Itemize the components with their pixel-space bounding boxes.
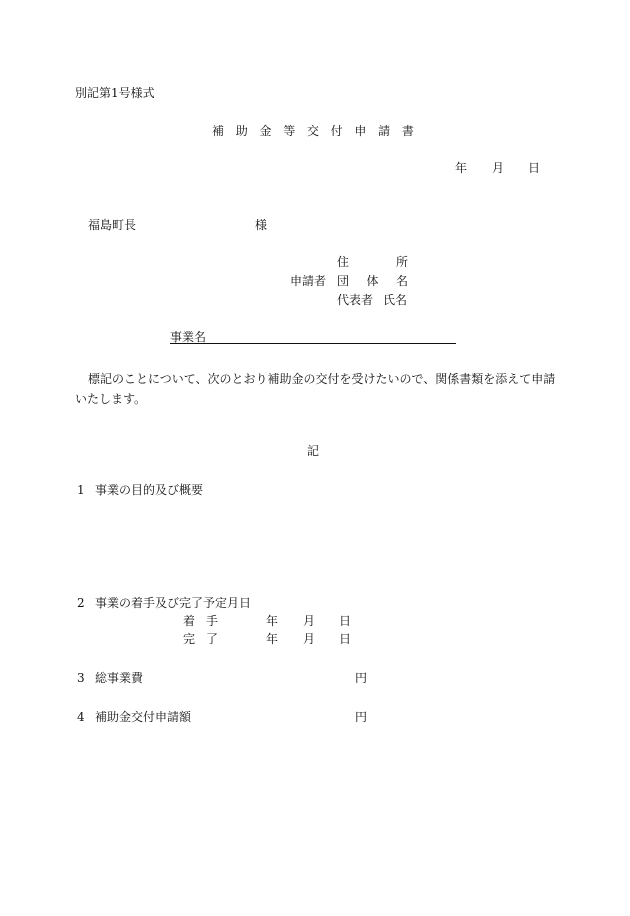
group-char: 団 (337, 274, 350, 288)
applicant-address-label (337, 255, 408, 269)
request-paragraph: 標記のことについて、次のとおり補助金の交付を受けたいので、関係書類を添えて申請いたします。 (75, 372, 556, 406)
item4-number: 4 (77, 710, 85, 724)
date-year: 年 (455, 161, 468, 175)
start-year: 年 (266, 614, 279, 628)
date-day: 日 (528, 161, 541, 175)
title-char: 等 (283, 124, 296, 138)
title-char: 金 (259, 124, 272, 138)
title-char: 助 (235, 124, 248, 138)
group-char: 体 (366, 274, 379, 288)
title-char: 書 (401, 124, 414, 138)
applicant-group-label (337, 274, 408, 288)
document-title (212, 124, 414, 138)
finish-char: 了 (205, 632, 218, 646)
addressee-honorific: 様 (255, 218, 268, 232)
item3-label: 総事業費 (95, 671, 144, 685)
item4-unit: 円 (355, 710, 368, 724)
title-char: 申 (354, 124, 367, 138)
representative-name-label: 氏名 (383, 293, 408, 307)
title-char: 付 (330, 124, 343, 138)
item2-number: 2 (77, 596, 85, 610)
addressee-name: 福島町長 (88, 218, 137, 232)
finish-year: 年 (266, 632, 279, 646)
start-char: 手 (205, 614, 218, 628)
finish-day: 日 (339, 632, 352, 646)
item4-label: 補助金交付申請額 (95, 710, 192, 724)
representative-label: 代表者 (337, 293, 374, 307)
finish-label (183, 632, 218, 646)
item1-label: 事業の目的及び概要 (95, 483, 204, 497)
project-name-label: 事業名 (170, 330, 207, 344)
start-label (183, 614, 218, 628)
finish-char: 完 (183, 632, 196, 646)
title-char: 交 (306, 124, 319, 138)
finish-month: 月 (303, 632, 316, 646)
item3-number: 3 (77, 671, 85, 685)
item2-label: 事業の着手及び完了予定月日 (95, 596, 252, 610)
address-char: 所 (395, 255, 408, 269)
title-char: 補 (212, 124, 225, 138)
applicant-label: 申請者 (290, 274, 327, 288)
item3-unit: 円 (355, 671, 368, 685)
project-name-field[interactable] (170, 329, 456, 344)
title-char: 請 (378, 124, 391, 138)
form-number: 別記第1号様式 (75, 86, 155, 100)
date-month: 月 (492, 161, 505, 175)
item1-number: 1 (77, 483, 85, 497)
address-char: 住 (337, 255, 350, 269)
start-month: 月 (303, 614, 316, 628)
start-day: 日 (339, 614, 352, 628)
group-char: 名 (395, 274, 408, 288)
ki-heading: 記 (307, 444, 320, 458)
start-char: 着 (183, 614, 196, 628)
